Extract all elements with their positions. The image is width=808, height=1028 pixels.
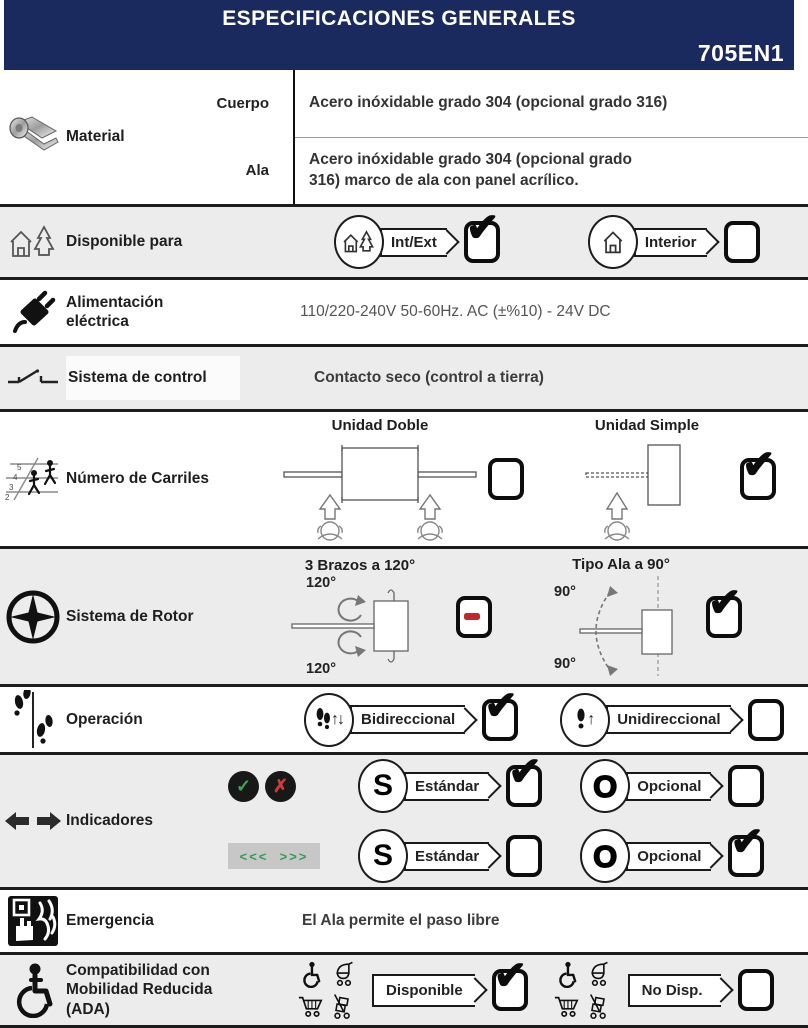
interior-checkbox[interactable] [724,221,760,263]
alimentacion-value: 110/220-240V 50-60Hz. AC (±%10) - 24V DC [300,303,611,320]
unidir-arrow: ↑ [587,710,596,728]
bidireccional-checkbox[interactable] [482,683,518,741]
option-bidireccional [304,683,518,747]
footsteps-icon [0,690,66,750]
sheet-metal-icon [0,116,66,158]
brazos-diagram [276,575,444,677]
indicadores-subrow-lights [216,750,764,813]
hand-truck-icon [587,993,611,1020]
row-emergencia [0,890,808,955]
letter-o: O [593,838,618,874]
ada-label-line1: Compatibilidad con [66,961,210,979]
standard-badge [358,759,408,813]
chevron-glyphs: <<< >>> [239,848,309,864]
row-rotor [0,549,808,687]
material-values [293,70,808,204]
estandar-checkbox-1[interactable] [506,750,542,807]
chevron-display-icon [228,843,320,869]
ada-icons [296,959,358,1021]
no-disp-tag: No Disp. [628,974,721,1007]
interior-tag: Interior [634,228,707,257]
option-int-ext [334,206,500,269]
option-interior [588,215,760,269]
lane-digit: 4 [13,473,18,482]
option-3-brazos [276,557,492,677]
check-mark: ✔ [508,750,542,794]
estandar-checkbox-2[interactable] [506,835,542,877]
unidireccional-checkbox[interactable] [748,699,784,741]
standard-badge [358,829,408,883]
unidad-simple-diagram [582,435,712,541]
lanes-pedestrians-icon [0,456,66,502]
row-operacion [0,683,808,755]
emergencia-label: Emergencia [66,912,154,930]
unidad-doble-diagram [280,435,480,541]
no-disp-checkbox[interactable] [738,969,774,1011]
angle-label: 90° [554,655,576,672]
letter-s: S [372,769,393,802]
operacion-label: Operación [66,710,143,728]
carriles-label: Número de Carriles [66,470,209,488]
alimentacion-label: Alimentación eléctrica [66,293,164,330]
fire-alarm-icon [0,895,66,947]
control-label: Sistema de control [66,356,240,399]
optional-badge [580,829,630,883]
letter-o: O [593,768,618,804]
disponible-label: Disponible para [66,233,183,251]
led-x-glyph: ✗ [272,776,289,796]
optional-badge [580,759,630,813]
model-number: 705EN1 [697,40,784,66]
hand-truck-icon [331,993,355,1020]
bidireccional-badge-icon [304,693,354,747]
option-unidireccional [560,693,783,747]
green-go-light-icon [228,771,259,802]
row-alimentacion [0,280,808,347]
disponible-checkbox[interactable] [492,954,528,1011]
indicadores-label: Indicadores [66,812,153,830]
wheelchair-small-icon [556,961,578,988]
power-plug-icon [0,289,66,335]
lane-digit: 5 [17,463,22,472]
tipo-ala-title: Tipo Ala a 90° [572,555,670,573]
material-ala-value: Acero inóxidable grado 304 (opcional grado 316) marco de ala con panel acrílico. [309,150,632,189]
option-no-disp [552,959,774,1021]
check-mark: ✔ [484,683,518,728]
unidad-simple-title: Unidad Simple [594,417,700,434]
rotor-compass-icon [0,589,66,645]
rotor-label: Sistema de Rotor [66,607,194,625]
unidad-doble-title: Unidad Doble [331,417,429,434]
house-badge-icon [588,215,638,269]
ada-label [66,961,256,1019]
material-sub-cuerpo: Cuerpo [216,95,269,112]
disponible-tag: Disponible [372,974,475,1007]
lane-digit: 3 [9,483,14,492]
wheelchair-icon [0,962,66,1018]
tipo-ala-diagram [546,574,696,678]
opcional-checkbox-1[interactable] [728,765,764,807]
tipo-ala-checkbox[interactable] [706,580,742,638]
row-material [0,70,808,207]
opcional-checkbox-2[interactable] [728,820,764,877]
shopping-cart-icon [298,993,324,1019]
emergencia-value: El Ala permite el paso libre [302,912,500,929]
option-disponible [296,954,528,1021]
option-unidad-simple [582,417,776,541]
unidad-simple-checkbox[interactable] [740,443,776,500]
material-label: Material [66,128,125,146]
wheelchair-small-icon [300,961,322,988]
angle-label: 120° [306,574,336,591]
check-mark: ✔ [708,580,742,625]
option-tipo-ala [546,556,742,678]
lane-digit: 2 [5,493,10,502]
led-arrows-icon [0,807,66,835]
opcional-tag: Opcional [626,772,711,801]
brazos-checkbox-not-available[interactable] [456,596,492,638]
house-tree-icon [0,224,66,260]
house-tree-badge-icon [334,215,384,269]
stroller-icon [331,961,356,987]
switch-contact-icon [0,367,66,389]
angle-label: 90° [554,583,576,600]
title-bar [4,0,794,70]
ada-label-line2: Mobilidad Reducida (ADA) [66,981,213,1018]
check-mark: ✔ [493,954,528,998]
bidir-arrows: ↑↓ [331,710,343,728]
red-stop-light-icon [265,771,296,802]
check-mark: ✔ [742,443,776,487]
check-mark: ✔ [730,820,764,864]
control-value: Contacto seco (control a tierra) [314,369,544,386]
int-ext-checkbox[interactable] [464,206,500,263]
led-check-glyph: ✓ [235,776,252,796]
brazos-title: 3 Brazos a 120° [304,556,416,574]
unidireccional-tag: Unidireccional [606,705,730,734]
row-disponible-para [0,207,808,280]
row-indicadores [0,750,808,890]
check-mark: ✔ [465,206,500,250]
row-sistema-control [0,347,808,412]
unidad-doble-checkbox[interactable] [488,458,524,500]
opcional-tag: Opcional [626,842,711,871]
page-title: ESPECIFICACIONES GENERALES [222,7,576,30]
letter-s: S [372,839,393,872]
angle-label: 120° [306,660,336,677]
row-ada [0,955,808,1028]
estandar-tag: Estándar [404,842,489,871]
int-ext-tag: Int/Ext [380,228,447,257]
estandar-tag: Estándar [404,772,489,801]
material-sub-ala: Ala [245,162,269,179]
ada-icons [552,959,614,1021]
row-carriles [0,412,808,549]
bidireccional-tag: Bidireccional [350,705,465,734]
unidireccional-badge-icon [560,693,610,747]
stroller-icon [586,961,611,987]
shopping-cart-icon [554,993,580,1019]
material-cuerpo-value: Acero inóxidable grado 304 (opcional grado 316) [309,94,668,112]
indicadores-subrow-chevrons [216,820,764,883]
option-unidad-doble [280,417,524,541]
